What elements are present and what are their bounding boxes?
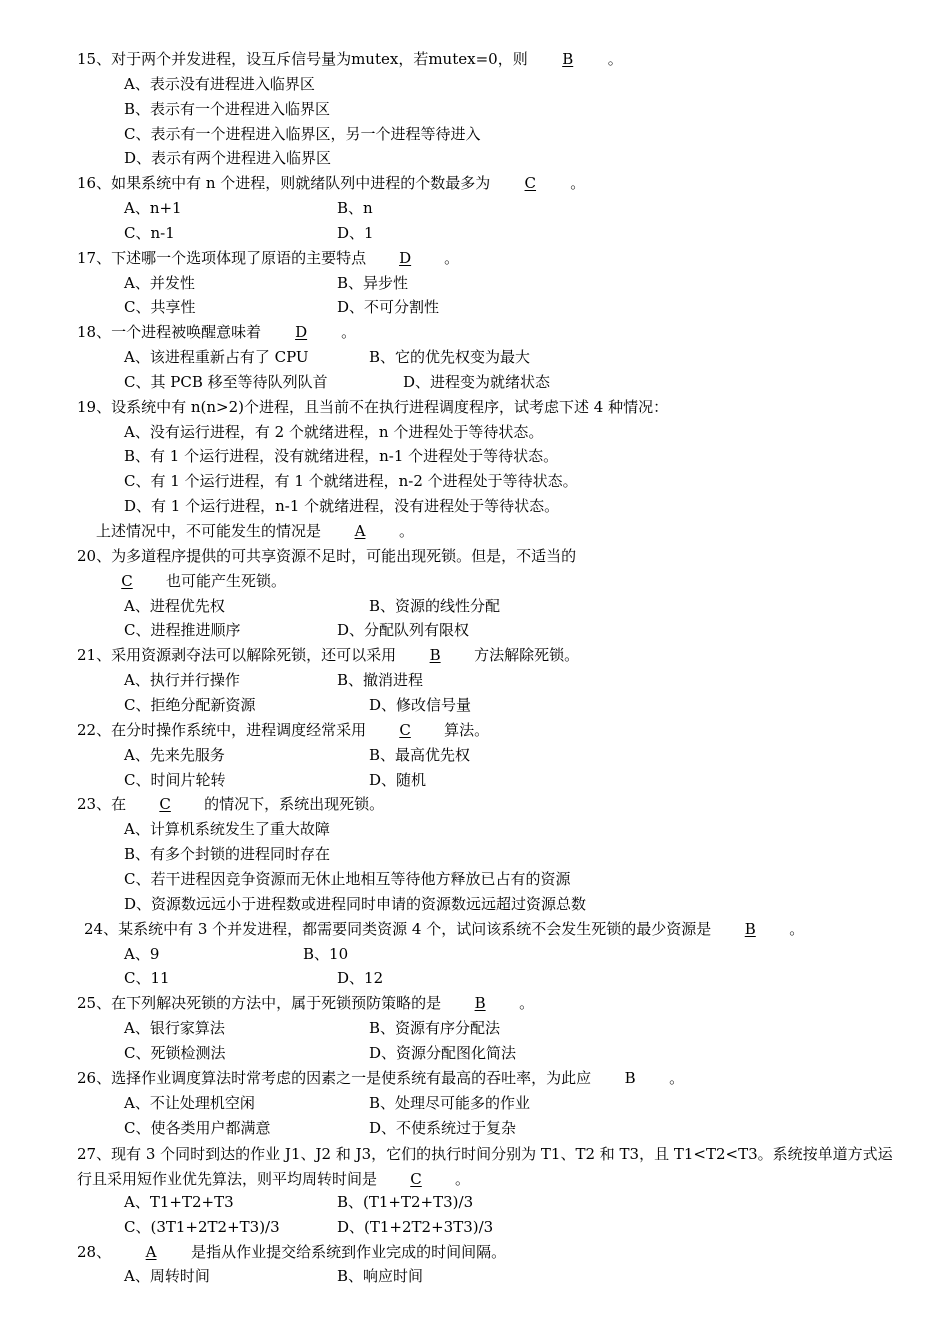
question-text: [84, 919, 804, 939]
answer-blank: B: [624, 1069, 636, 1087]
option-text: A、并发性: [124, 274, 195, 292]
option-text: D、12: [337, 969, 384, 987]
option-text: C、拒绝分配新资源: [124, 696, 256, 714]
question-suffix: 。: [570, 174, 586, 192]
option-text: C、若干进程因竞争资源而无休止地相互等待他方释放已占有的资源: [124, 870, 571, 888]
option-text: D、(T1+2T2+3T3)/3: [337, 1218, 494, 1236]
question-text: [96, 521, 414, 541]
question-prefix: 28、: [77, 1243, 112, 1261]
answer-blank: C: [159, 795, 171, 813]
question-text: [77, 322, 356, 342]
question-suffix: 。: [519, 994, 535, 1012]
question-text: [77, 1242, 506, 1262]
answer-blank: C: [121, 572, 133, 590]
option-text: B、表示有一个进程进入临界区: [124, 100, 331, 118]
option-text: B、异步性: [337, 274, 409, 292]
question-text: [77, 1142, 907, 1192]
option-text: A、n+1: [124, 199, 182, 217]
question-text: [77, 1068, 684, 1088]
option-text: B、响应时间: [337, 1267, 424, 1285]
option-text: A、不让处理机空闲: [124, 1094, 255, 1112]
question-text: [77, 794, 384, 814]
option-text: C、时间片轮转: [124, 771, 226, 789]
option-text: A、计算机系统发生了重大故障: [124, 820, 330, 838]
question-prefix: 22、在分时操作系统中，进程调度经常采用: [77, 721, 367, 739]
option-text: 20、为多道程序提供的可共享资源不足时，可能出现死锁。但是，不适当的: [77, 547, 577, 565]
option-text: B、最高优先权: [369, 746, 471, 764]
answer-blank: D: [399, 249, 412, 267]
option-text: B、资源有序分配法: [369, 1019, 501, 1037]
option-text: C、进程推进顺序: [124, 621, 241, 639]
option-text: D、表示有两个进程进入临界区: [124, 149, 332, 167]
question-prefix: 15、对于两个并发进程，设互斥信号量为mutex，若mutex=0，则: [77, 50, 528, 68]
answer-blank: C: [524, 174, 537, 192]
option-text: B、它的优先权变为最大: [369, 348, 531, 366]
answer-blank: D: [295, 323, 308, 341]
question-prefix: 上述情况中，不可能发生的情况是: [96, 522, 322, 540]
question-suffix: 的情况下，系统出现死锁。: [204, 795, 385, 813]
answer-blank: B: [474, 994, 486, 1012]
option-text: B、n: [337, 199, 373, 217]
option-text: A、9: [124, 945, 160, 963]
question-prefix: 24、某系统中有 3 个并发进程，都需要同类资源 4 个，试问该系统不会发生死锁的最少资源是: [84, 920, 712, 938]
option-text: C、n-1: [124, 224, 175, 242]
question-text: [77, 645, 579, 665]
question-suffix: 也可能产生死锁。: [166, 572, 287, 590]
question-prefix: 16、如果系统中有 n 个进程，则就绪队列中进程的个数最多为: [77, 174, 491, 192]
question-prefix: 21、采用资源剥夺法可以解除死锁，还可以采用: [77, 646, 397, 664]
option-text: A、T1+T2+T3: [124, 1193, 234, 1211]
question-prefix: 23、在: [77, 795, 127, 813]
question-suffix: 是指从作业提交给系统到作业完成的时间间隔。: [191, 1243, 507, 1261]
option-text: C、有 1 个运行进程，有 1 个就绪进程，n-2 个进程处于等待状态。: [124, 472, 578, 490]
question-suffix: 。: [399, 522, 415, 540]
answer-blank: B: [744, 920, 756, 938]
question-suffix: 算法。: [444, 721, 490, 739]
option-text: C、其 PCB 移至等待队列队首: [124, 373, 328, 391]
question-prefix: 25、在下列解决死锁的方法中，属于死锁预防策略的是: [77, 994, 442, 1012]
option-text: D、有 1 个运行进程，n-1 个就绪进程，没有进程处于等待状态。: [124, 497, 560, 515]
question-suffix: 。: [455, 1169, 471, 1188]
option-text: B、有多个封锁的进程同时存在: [124, 845, 331, 863]
question-text: [77, 248, 459, 268]
question-suffix: 。: [444, 249, 460, 267]
answer-blank: A: [354, 522, 366, 540]
question-prefix: 26、选择作业调度算法时常考虑的因素之一是使系统有最高的吞吐率，为此应: [77, 1069, 592, 1087]
option-text: D、分配队列有限权: [337, 621, 470, 639]
option-text: D、不使系统过于复杂: [369, 1119, 517, 1137]
option-text: C、11: [124, 969, 170, 987]
answer-blank: B: [562, 50, 574, 68]
option-text: C、使各类用户都满意: [124, 1119, 271, 1137]
option-text: B、处理尽可能多的作业: [369, 1094, 531, 1112]
answer-blank: C: [399, 721, 411, 739]
question-text: [77, 993, 534, 1013]
question-prefix: 27、现有 3 个同时到达的作业 J1、J2 和 J3，它们的执行时间分别为 T1、T2 和 T3，且 T1<T2<T3。系统按单道方式运行且采用短作业优先算法，则平均周转时间是: [77, 1145, 893, 1188]
question-suffix: 方法解除死锁。: [474, 646, 580, 664]
question-text: [77, 720, 489, 740]
question-text: [77, 49, 623, 69]
question-prefix: 18、一个进程被唤醒意味着: [77, 323, 262, 341]
option-text: B、10: [303, 945, 349, 963]
option-text: A、周转时间: [124, 1267, 210, 1285]
answer-blank: B: [429, 646, 441, 664]
option-text: A、银行家算法: [124, 1019, 225, 1037]
option-text: D、不可分割性: [337, 298, 440, 316]
option-text: A、先来先服务: [124, 746, 225, 764]
option-text: D、随机: [369, 771, 427, 789]
option-text: A、该进程重新占有了 CPU: [124, 348, 309, 366]
option-text: B、撤消进程: [337, 671, 424, 689]
option-text: C、死锁检测法: [124, 1044, 226, 1062]
question-suffix: 。: [669, 1069, 685, 1087]
option-text: A、没有运行进程，有 2 个就绪进程，n 个进程处于等待状态。: [124, 423, 544, 441]
question-suffix: 。: [607, 50, 623, 68]
question-prefix: 17、下述哪一个选项体现了原语的主要特点: [77, 249, 367, 267]
option-text: D、修改信号量: [369, 696, 472, 714]
option-text: A、表示没有进程进入临界区: [124, 75, 315, 93]
option-text: B、资源的线性分配: [369, 597, 501, 615]
option-text: D、1: [337, 224, 374, 242]
question-suffix: 。: [789, 920, 805, 938]
option-text: D、进程变为就绪状态: [403, 373, 551, 391]
option-text: B、有 1 个运行进程，没有就绪进程，n-1 个进程处于等待状态。: [124, 447, 559, 465]
option-text: 19、设系统中有 n(n>2)个进程，且当前不在执行进程调度程序，试考虑下述 4 种情况：: [77, 398, 669, 416]
question-text: [77, 173, 585, 193]
answer-blank: C: [410, 1169, 422, 1188]
option-text: C、表示有一个进程进入临界区，另一个进程等待进入: [124, 125, 481, 143]
answer-blank: A: [145, 1243, 157, 1261]
option-text: C、共享性: [124, 298, 196, 316]
option-text: D、资源数远远小于进程数或进程同时申请的资源数远远超过资源总数: [124, 895, 587, 913]
question-suffix: 。: [341, 323, 357, 341]
option-text: B、(T1+T2+T3)/3: [337, 1193, 474, 1211]
option-text: C、(3T1+2T2+T3)/3: [124, 1218, 280, 1236]
option-text: D、资源分配图化简法: [369, 1044, 517, 1062]
question-text: [88, 571, 286, 591]
option-text: A、执行并行操作: [124, 671, 240, 689]
option-text: A、进程优先权: [124, 597, 225, 615]
